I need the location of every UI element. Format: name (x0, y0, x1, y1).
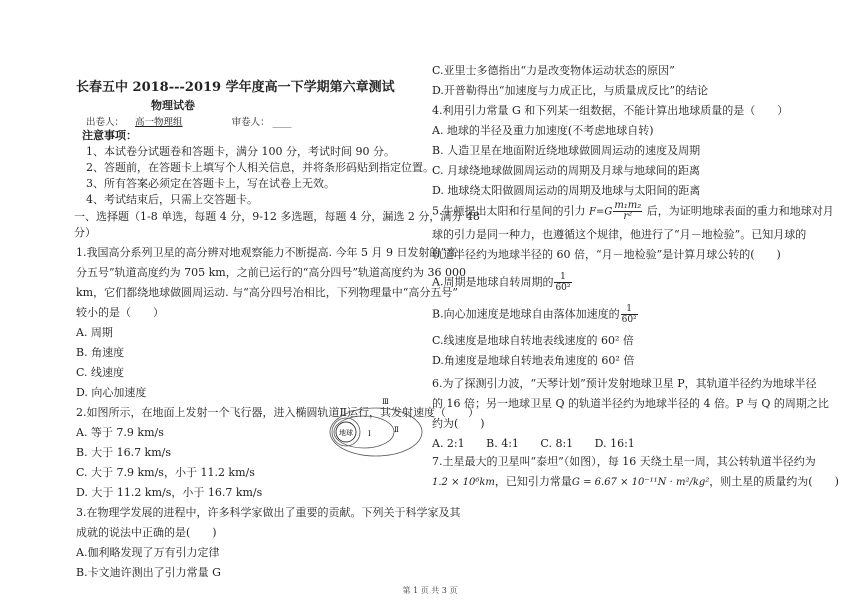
q5-option-d: D.角速度是地球自转地表角速度的 60² 倍 (432, 354, 635, 367)
author-line (86, 116, 292, 130)
q5-option-b-den: 60² (621, 315, 637, 325)
q2-stem: 2.如图所示，在地面上发射一个飞行器，进入椭圆轨道Ⅱ运行，其发射速度（ ） (76, 406, 479, 419)
q6-option-d: D. 16:1 (594, 437, 635, 450)
q5-stem-line3: 轨道半径约为地球半径的 60 倍，“月－地检验”是计算月球公转的( ) (432, 248, 781, 261)
q5-option-b-text: B.向心加速度是地球自由落体加速度的 (432, 307, 620, 321)
q1-stem-line: 分五号”轨道高度约为 705 km，之前已运行的“高分四号”轨道高度约为 36 000 (76, 266, 466, 279)
author-value: 高一物理组 (135, 117, 183, 128)
page-footer: 第 1 页 共 3 页 (402, 586, 458, 595)
q3-stem-line: 3.在物理学发展的进程中，许多科学家做出了重要的贡献。下列关于科学家及其 (76, 506, 461, 519)
orbit-label-ii: Ⅱ (394, 426, 399, 434)
q1-stem-line: km，它们都绕地球做圆周运动. 与“高分四号冶相比，下列物理量中“高分五号” (76, 286, 458, 299)
q3-option-a: A.伽利略发现了万有引力定律 (76, 546, 220, 559)
q3-option-b: B.卡文迪许测出了引力常量 G (76, 566, 221, 579)
exam-subtitle: 物理试卷 (151, 99, 195, 112)
orbit-figure (322, 392, 426, 460)
author-label: 出卷人： (86, 117, 125, 128)
q5-formula-den: r² (623, 211, 633, 222)
q5-option-a-num: 1 (554, 272, 571, 283)
q7-stem-line1: 7.土星最大的卫星叫“泰坦”（如图），每 16 天绕土星一周，其公转轨道半径约为 (432, 455, 816, 468)
q5-formula-num: m₁m₂ (614, 200, 642, 211)
q5-option-a-den: 60² (555, 283, 571, 293)
q5-option-a-text: A.周期是地球自转周期的 (432, 275, 554, 289)
note-item: 1、本试卷分试题卷和答题卡，满分 100 分，考试时间 90 分。 (86, 145, 395, 158)
notes-heading: 注意事项： (82, 129, 137, 142)
q3-option-d: D.开普勒得出“加速度与力成正比，与质量成反比”的结论 (432, 84, 709, 97)
q5-option-b (432, 304, 639, 325)
q5-stem-line2: 球的引力是同一种力，也遵循这个规律，他进行了“月－地检验”。已知月球的 (432, 228, 807, 241)
section-heading-cont: 分） (74, 226, 96, 239)
q6-option-a: A. 2:1 (432, 437, 465, 450)
q2-option-b: B. 大于 16.7 km/s (76, 446, 172, 459)
q2-option-a: A. 等于 7.9 km/s (76, 426, 164, 439)
q7-radius: 1.2 × 10⁶km (432, 477, 495, 488)
q7-text-b: ，已知引力常量 (494, 475, 572, 488)
q7-constant: G = 6.67 × 10⁻¹¹N · m²/kg² (571, 477, 710, 488)
reviewer-value: ____ (272, 117, 292, 128)
q5-formula-fraction (613, 201, 642, 222)
q5-option-a (432, 272, 573, 293)
orbit-label-iii: Ⅲ (382, 398, 389, 406)
note-item: 4、考试结束后，只需上交答题卡。 (86, 193, 258, 206)
q5-formula-lhs: F=G (589, 206, 613, 218)
q1-stem-line: 1.我国高分系列卫星的高分辨对地观察能力不断提高. 今年 5 月 9 日发射的“高 (76, 246, 458, 259)
q7-text-d: ，则土星的质量约为( ) (709, 475, 839, 488)
q5-option-b-fraction (621, 304, 638, 325)
q1-option-a: A. 周期 (76, 326, 113, 339)
q5-text-b: 后，为证明地球表面的重力和地球对月 (646, 204, 834, 218)
earth-label: 地球 (339, 429, 353, 437)
q6-options (432, 437, 635, 451)
q6-stem-line: 的 16 倍；另一地球卫星 Q 的轨道半径约为地球半径的 4 倍。P 与 Q 的周期之比 (432, 397, 829, 410)
section-heading: 一、选择题（1-8 单选，每题 4 分，9-12 多选题，每题 4 分，漏选 2 分，满分 48 (74, 210, 480, 223)
q5-stem-line1 (432, 201, 834, 222)
q7-stem-line2 (432, 475, 839, 490)
q2-option-c: C. 大于 7.9 km/s，小于 11.2 km/s (76, 466, 255, 479)
q4-option-c: C. 月球绕地球做圆周运动的周期及月球与地球间的距离 (432, 164, 701, 177)
q1-option-d: D. 向心加速度 (76, 386, 147, 399)
q1-stem-line: 较小的是（ ） (76, 306, 164, 319)
q4-stem: 4.利用引力常量 G 和下列某一组数据，不能计算出地球质量的是（ ） (432, 104, 789, 117)
exam-title: 长春五中 2018---2019 学年度高一下学期第六章测试 (76, 80, 395, 95)
q3-option-c: C.亚里士多德指出“力是改变物体运动状态的原因” (432, 64, 675, 77)
q6-option-b: B. 4:1 (486, 437, 519, 450)
q2-option-d: D. 大于 11.2 km/s，小于 16.7 km/s (76, 486, 263, 499)
reviewer-label: 审卷人： (231, 117, 270, 128)
q4-option-a: A. 地球的半径及重力加速度(不考虑地球自转) (432, 124, 654, 137)
q3-stem-line: 成就的说法中正确的是( ) (76, 526, 217, 539)
q5-option-c: C.线速度是地球自转地表线速度的 60² 倍 (432, 334, 634, 347)
q4-option-b: B. 人造卫星在地面附近绕地球做圆周运动的速度及周期 (432, 144, 701, 157)
q5-option-b-num: 1 (621, 304, 638, 315)
q5-option-a-fraction (554, 272, 571, 293)
q1-option-c: C. 线速度 (76, 366, 125, 379)
q6-option-c: C. 8:1 (540, 437, 574, 450)
q4-option-d: D. 地球绕太阳做圆周运动的周期及地球与太阳间的距离 (432, 184, 701, 197)
orbit-label-i: Ⅰ (368, 430, 371, 438)
q6-stem-line: 约为( ) (432, 417, 485, 430)
q1-option-b: B. 角速度 (76, 346, 125, 359)
note-item: 2、答题前，在答题卡上填写个人相关信息，并将条形码贴到指定位置。 (86, 161, 434, 174)
q5-text-a: 5.牛顿提出太阳和行星间的引力 (432, 204, 586, 218)
q6-stem-line: 6.为了探测引力波，“天琴计划”预计发射地球卫星 P，其轨道半径约为地球半径 (432, 377, 817, 390)
note-item: 3、所有答案必须定在答题卡上，写在试卷上无效。 (86, 177, 335, 190)
